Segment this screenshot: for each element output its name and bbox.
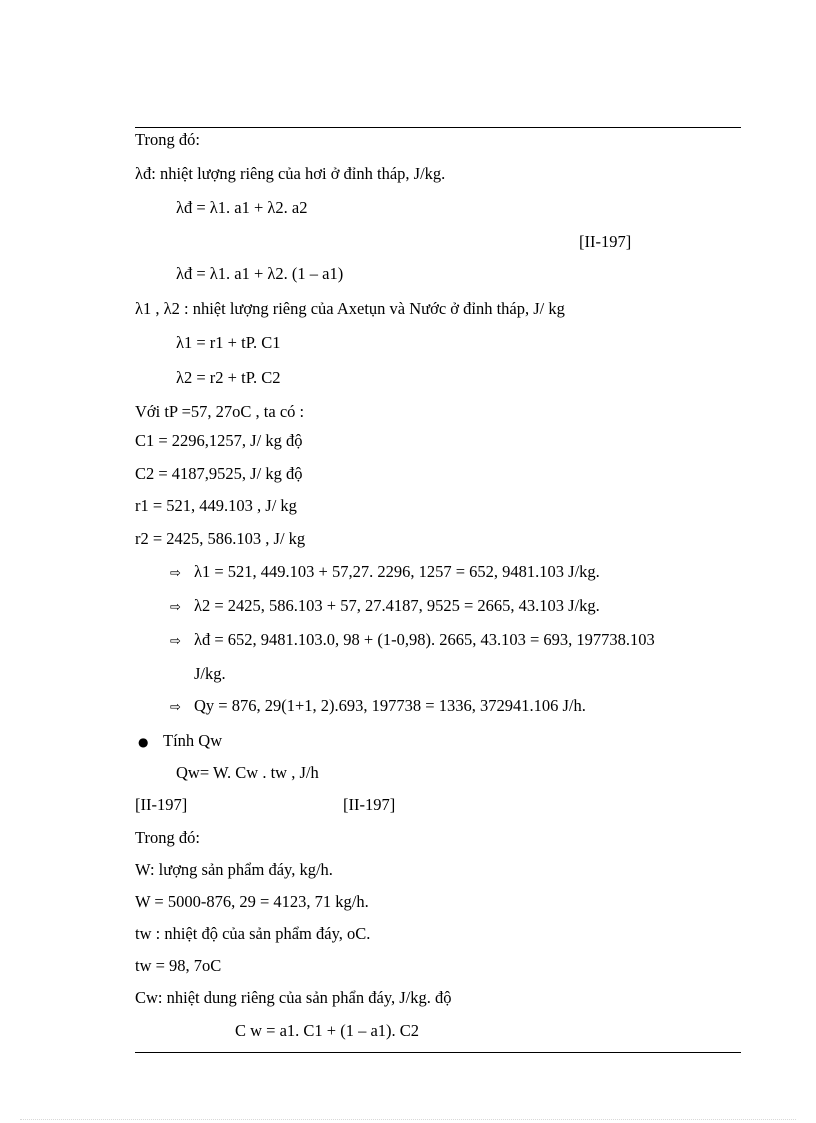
header-rule	[135, 127, 741, 128]
text-line: Trong đó:	[135, 828, 200, 847]
right-hollow-arrow-icon: ⇨	[170, 700, 181, 715]
result-line	[170, 696, 586, 718]
right-hollow-arrow-icon: ⇨	[170, 566, 181, 581]
text-line: C1 = 2296,1257, J/ kg độ	[135, 431, 303, 450]
bullet-text: Tính Qw	[163, 731, 223, 750]
text-line: W: lượng sản phẩm đáy, kg/h.	[135, 860, 333, 879]
formula-line: Qw= W. Cw . tw , J/h	[176, 763, 319, 782]
text-line: tw = 98, 7oC	[135, 956, 222, 975]
result-line	[170, 562, 600, 584]
reference-label: [II-197]	[579, 232, 632, 251]
text-line: C2 = 4187,9525, J/ kg độ	[135, 464, 303, 483]
result-continuation: J/kg.	[194, 664, 226, 683]
right-hollow-arrow-icon: ⇨	[170, 634, 181, 649]
bullet-item	[138, 731, 222, 752]
result-text: λ2 = 2425, 586.103 + 57, 27.4187, 9525 = 2665, 43.103 J/kg.	[194, 596, 600, 615]
reference-label: [II-197]	[135, 795, 188, 814]
result-line	[170, 596, 600, 618]
text-line: r1 = 521, 449.103 , J/ kg	[135, 496, 297, 515]
text-line: λ1 , λ2 : nhiệt lượng riêng của Axetụn và Nước ở đỉnh tháp, J/ kg	[135, 299, 565, 318]
text-line: W = 5000-876, 29 = 4123, 71 kg/h.	[135, 892, 369, 911]
reference-label: [II-197]	[343, 795, 396, 814]
right-hollow-arrow-icon: ⇨	[170, 600, 181, 615]
text-line: Cw: nhiệt dung riêng của sản phẩn đáy, J/kg. độ	[135, 988, 452, 1007]
bullet-dot-icon: ●	[138, 735, 149, 749]
text-line: Trong đó:	[135, 130, 200, 149]
result-text: λđ = 652, 9481.103.0, 98 + (1-0,98). 2665, 43.103 = 693, 197738.103	[194, 630, 655, 649]
formula-line: λ1 = r1 + tP. C1	[176, 333, 281, 352]
footer-rule	[135, 1052, 741, 1053]
formula-line: λđ = λ1. a1 + λ2. a2	[176, 198, 308, 217]
formula-line: C w = a1. C1 + (1 – a1). C2	[235, 1021, 420, 1040]
result-text: λ1 = 521, 449.103 + 57,27. 2296, 1257 = 652, 9481.103 J/kg.	[194, 562, 600, 581]
text-line: r2 = 2425, 586.103 , J/ kg	[135, 529, 306, 548]
text-line: λđ: nhiệt lượng riêng của hơi ở đỉnh tháp, J/kg.	[135, 164, 446, 183]
text-line: Với tP =57, 27oC , ta có :	[135, 402, 305, 421]
result-text: Qy = 876, 29(1+1, 2).693, 197738 = 1336, 372941.106 J/h.	[194, 696, 586, 715]
formula-line: λđ = λ1. a1 + λ2. (1 – a1)	[176, 264, 344, 283]
page-edge-dotted-line	[20, 1119, 796, 1120]
result-line	[170, 630, 655, 652]
formula-line: λ2 = r2 + tP. C2	[176, 368, 281, 387]
text-line: tw : nhiệt độ của sản phẩm đáy, oC.	[135, 924, 371, 943]
